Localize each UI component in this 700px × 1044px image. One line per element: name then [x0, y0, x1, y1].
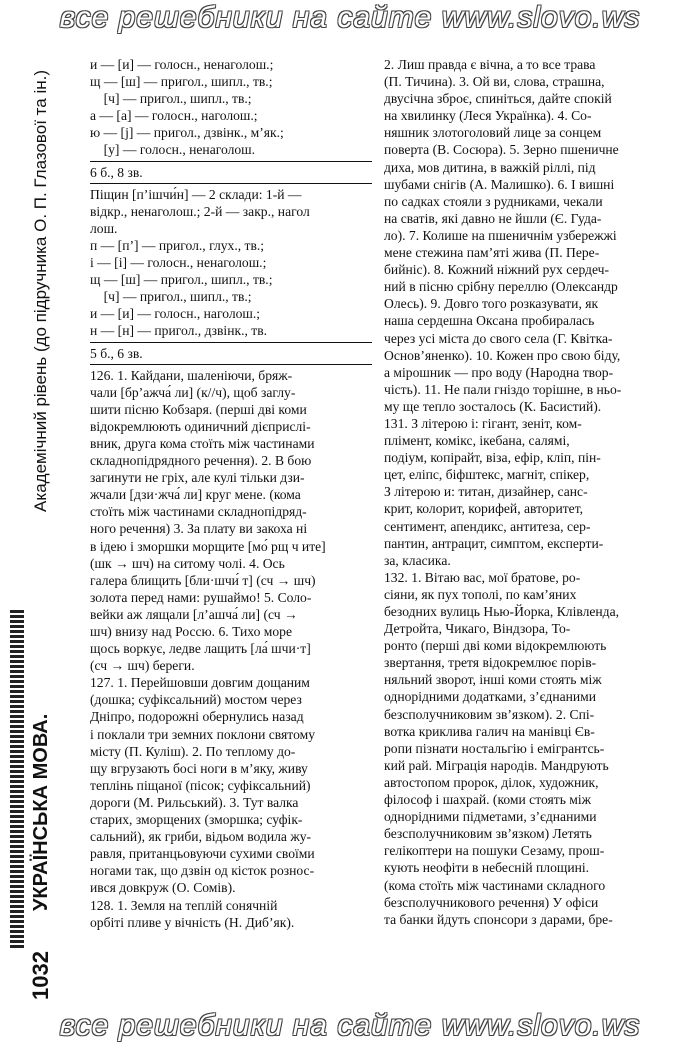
textbook-level: Академічний рівень (до підручника О. П. Глазової та ін.) — [31, 70, 50, 512]
text-line: (шк → шч) на ситому чолі. 4. Ось — [90, 555, 285, 571]
site-banner-top: все решебники на сайте www.slovo.ws — [59, 1, 641, 34]
text-line: 132. 1. Вітаю вас, мої братове, ро- — [384, 569, 581, 585]
text-line: дороги (М. Рильський). 3. Тут валка — [90, 794, 299, 810]
text-line: вотка криклива галич на манівці Єв- — [384, 723, 595, 739]
text-line: З літерою и: титан, дизайнер, санс- — [384, 484, 588, 500]
text-line: подіум, копірайт, віза, ефір, кліп, пін- — [384, 450, 601, 466]
text-line: мене стежина пам’яті жива (П. Пере- — [384, 245, 600, 261]
text-line: шити пісню Кобзаря. (перші дві коми — [90, 401, 307, 417]
text-line: няльний зворот, інші коми стоять між — [384, 672, 602, 688]
text-line: ний в пісню срібну переллю (Олександр — [384, 279, 618, 295]
text-line: му ще тепло зосталось (К. Басистий). — [384, 398, 602, 414]
text-line: чість). 11. Не пали гніздо торішне, в ньо- — [384, 381, 622, 397]
divider — [90, 161, 372, 162]
text-line: п — [п’] — пригол., глух., тв.; — [90, 237, 265, 253]
text-line: та банки йдуть спонсори з дарами, бре- — [384, 911, 613, 927]
text-line: чали [бр’ажча́ ли] (к//ч), щоб заглу- — [90, 384, 296, 400]
text-line: ного речення) 3. За плату ви закоха ні — [90, 521, 308, 537]
text-line: плімент, комікс, ікебана, салямі, — [384, 433, 570, 449]
text-line: крит, колорит, корифей, авторитет, — [384, 501, 584, 517]
text-line: н — [н] — пригол., дзвінк., тв. — [90, 323, 268, 339]
text-line: 126. 1. Кайдани, шаленіючи, бряж- — [90, 367, 293, 383]
text-line: диха, мов дитина, в важкій ріллі, під — [384, 159, 596, 175]
sidebar-stripe-decoration — [10, 610, 24, 950]
text-line: Дніпро, подорожні обернулись назад — [90, 709, 304, 725]
text-line: пантин, антрацит, симптом, експерти- — [384, 535, 604, 551]
text-line: шч) внизу над Россю. 6. Тихо море — [90, 624, 293, 639]
left-column — [90, 56, 372, 931]
text-line: філософ і шахрай. (коми стоять між — [384, 792, 592, 808]
text-line: на хвилинку (Леся Українка). 4. Со- — [384, 108, 592, 124]
divider — [90, 183, 372, 184]
text-line: 127. 1. Перейшовши довгим дощаним — [90, 675, 310, 691]
text-line: жчали [дзи·жча́ ли] круг мене. (кома — [90, 487, 301, 503]
text-line: Основ’яненко). 10. Кожен про свою біду, — [384, 347, 621, 363]
text-line: (сч → шч) береги. — [90, 658, 195, 674]
text-line: 128. 1. Земля на теплій сонячній — [90, 897, 278, 913]
divider — [90, 342, 372, 343]
text-line: а — [а] — голосн., наголош.; — [90, 108, 258, 124]
text-line: однорідними додатками, з’єднаними — [384, 689, 597, 705]
text-line: бийніс). 8. Кожний ніжний рух сердеч- — [384, 262, 610, 278]
text-line: [ч] — пригол., шипл., тв.; — [90, 289, 252, 305]
text-line: щу вгрузають босі ноги в м’яку, живу — [90, 760, 308, 776]
text-line: (кома стоїть між частинами складного — [384, 877, 606, 893]
sidebar-rotated — [21, 40, 61, 1000]
text-line: сальний), як гриби, відьом водила жу- — [90, 829, 312, 845]
text-line: однорідними підметами, з’єднаними — [384, 809, 597, 825]
text-line: в ідею і зморшки морщите [мо́ рщ ч ите] — [90, 538, 326, 554]
text-line: і поклали три земних поклони святому — [90, 726, 316, 742]
site-banner-bottom: все решебники на сайте www.slovo.ws — [59, 1009, 641, 1042]
text-line: загинути не гріх, але кулі тільки дзи- — [90, 470, 305, 486]
text-line: безсполучниковим зв’язком). 2. Спі- — [384, 706, 595, 722]
text-line: щось воркує, ледве лащить [ла́ шчи·т] — [90, 641, 311, 657]
text-line: [у] — голосн., ненаголош. — [90, 142, 256, 158]
text-line: сентимент, апендикс, антитеза, сер- — [384, 518, 591, 534]
text-line: орбіті пливе у вічність (Н. Диб’як). — [90, 914, 295, 930]
text-line: галера блищить [бли·шчи́ т] (сч → шч) — [90, 572, 316, 588]
text-line: (П. Тичина). 3. Ой ви, слова, страшна, — [384, 74, 605, 90]
text-line: а мірошник — про воду (Народна твор- — [384, 364, 614, 380]
text-line: стоїть між частинами складнопідряд- — [90, 504, 307, 520]
text-line: лош. — [90, 220, 118, 236]
text-line: ронто (перші дві коми відокремлюють — [384, 638, 607, 654]
text-line: и — [и] — голосн., наголош.; — [90, 306, 261, 322]
text-line: вейки аж лящали [л’ашча́ ли] (сч → — [90, 606, 298, 622]
text-line: 131. З літерою і: гігант, зеніт, ком- — [384, 415, 582, 431]
text-line: ився довкруж (О. Сомів). — [90, 880, 236, 896]
text-line: відкр., ненаголош.; 2-й — закр., нагол — [90, 203, 310, 219]
text-line: 5 б., 6 зв. — [90, 345, 143, 361]
text-line: безсполучниковим зв’язком) Летять — [384, 826, 592, 842]
divider — [90, 364, 372, 365]
text-line: цет, еліпс, біфштекс, магніт, спікер, — [384, 467, 590, 483]
subject-title: УКРАЇНСЬКА МОВА. — [29, 713, 52, 912]
text-line: золота перед нами: рушаймо! 5. Соло- — [90, 589, 312, 605]
text-line: щ — [ш] — пригол., шипл., тв.; — [90, 74, 273, 90]
text-line: складнопідрядного речення). 2. В бою — [90, 453, 312, 469]
text-line: Детройта, Чикаго, Віндзора, То- — [384, 621, 571, 637]
text-line: сіяни, як пух тополі, по кам’яних — [384, 586, 577, 602]
text-line: [ч] — пригол., шипл., тв.; — [90, 91, 252, 107]
right-column — [384, 56, 664, 928]
text-line: кий рай. Міграція народів. Мандрують — [384, 757, 609, 773]
text-line: кують неофіти в небесній площині. — [384, 860, 590, 876]
text-line: 2. Лиш правда є вічна, а то все трава — [384, 57, 596, 72]
text-line: вник, друга кома стоїть між частинами — [90, 435, 315, 451]
text-line: равля, пританцьовуючи сухими своїми — [90, 846, 315, 862]
text-line: гелікоптери на пошуки Сезаму, прош- — [384, 843, 605, 859]
text-line: ю — [ј] — пригол., дзвінк., м’як.; — [90, 125, 284, 141]
text-line: няшник злотоголовий лице за сонцем — [384, 125, 602, 141]
text-line: і — [і] — голосн., ненаголош.; — [90, 255, 267, 271]
text-line: шубами снігів (А. Малишко). 6. І вишні — [384, 176, 615, 192]
text-line: ло). 7. Колише на пшеничнім узбережжі — [384, 227, 617, 243]
text-line: ногами так, що дзвін од кісток рознос- — [90, 863, 315, 879]
text-line: по садках стояли з рудниками, чекали — [384, 193, 603, 209]
text-line: и — [и] — голосн., ненаголош.; — [90, 57, 274, 72]
text-line: наша сердешна Оксана пробиралась — [384, 313, 595, 329]
text-line: поверта (В. Сосюра). 5. Зерно пшеничне — [384, 142, 619, 158]
text-line: через усі міста до свого села (Г. Квітка- — [384, 330, 613, 346]
text-line: безсполучникового речення) У офіси — [384, 894, 599, 910]
text-line: місту (П. Куліш). 2. По теплому до- — [90, 743, 296, 759]
text-line: ропи пізнати ностальгію і емігрантсь- — [384, 740, 605, 756]
text-line: теплінь піщаної (пісок; суфіксальний) — [90, 777, 311, 793]
text-line: безодних вулиць Нью-Йорка, Клівленда, — [384, 604, 620, 619]
text-line: (дошка; суфіксальний) мостом через — [90, 692, 302, 708]
text-line: 6 б., 8 зв. — [90, 164, 143, 180]
text-line: на сватів, які давно не йшли (Є. Гуда- — [384, 210, 602, 226]
text-line: Піщин [п’ішчи́н] — 2 склади: 1-й — — [90, 186, 302, 202]
text-line: відокремлюють одиничний дієприслі- — [90, 418, 311, 434]
text-line: автостопом пророк, ділок, художник, — [384, 774, 599, 790]
text-line: щ — [ш] — пригол., шипл., тв.; — [90, 272, 273, 288]
text-line: двусічна зброє, спиніться, дайте спокій — [384, 91, 612, 107]
text-line: звертання, третя відокремлює порів- — [384, 655, 597, 671]
page-number: 1032 — [28, 951, 53, 1000]
text-line: Олесь). 9. Довго того розказувати, як — [384, 296, 599, 312]
text-line: старих, зморщених (зморшка; суфік- — [90, 812, 303, 828]
text-line: за, класика. — [384, 552, 451, 568]
